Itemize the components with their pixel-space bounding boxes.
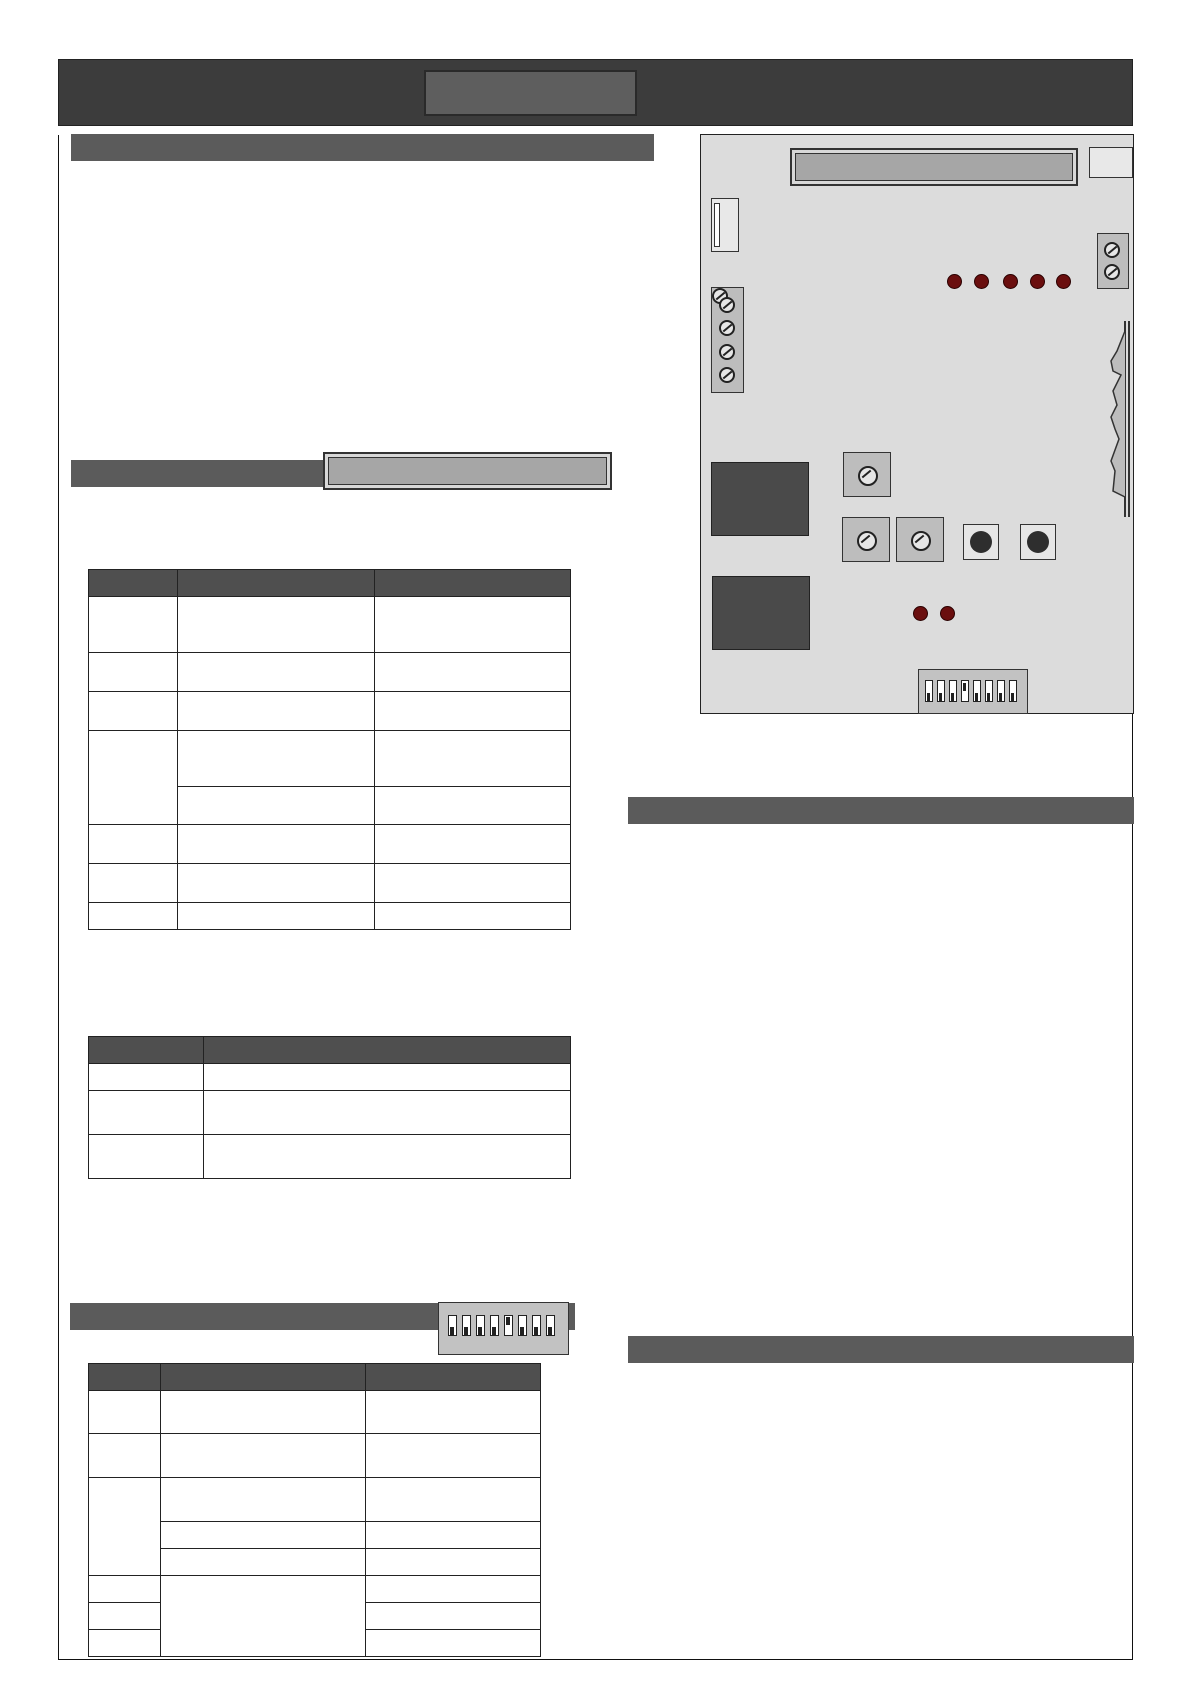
table-cell xyxy=(204,1091,571,1135)
section-header-display xyxy=(71,460,327,487)
table-2 xyxy=(88,1036,571,1179)
dip-switch-6 xyxy=(518,1315,527,1336)
table-cell xyxy=(178,692,375,731)
table-cell xyxy=(178,653,375,692)
table-1-header-row xyxy=(89,570,571,597)
board-edge-connector xyxy=(1105,321,1131,521)
table-1 xyxy=(88,569,571,930)
table-cell xyxy=(89,692,178,731)
table-cell xyxy=(375,903,571,930)
board-dip-switch xyxy=(918,669,1028,714)
table-3-header-cell xyxy=(366,1364,541,1391)
led-indicator-4 xyxy=(1030,274,1045,289)
table-1-header-cell xyxy=(89,570,178,597)
dip-switch-1 xyxy=(448,1315,457,1336)
table-cell xyxy=(89,864,178,903)
table-cell xyxy=(89,1603,161,1630)
table-cell xyxy=(161,1576,366,1657)
table-row xyxy=(89,864,571,903)
table-cell xyxy=(89,1135,204,1179)
table-cell xyxy=(89,1091,204,1135)
table-row xyxy=(89,1576,541,1603)
table-row xyxy=(89,1434,541,1478)
trimmer-1 xyxy=(843,452,891,497)
table-cell xyxy=(366,1603,541,1630)
table-cell xyxy=(375,597,571,653)
table-cell xyxy=(366,1549,541,1576)
screw-icon xyxy=(719,297,735,313)
screw-icon xyxy=(719,344,735,360)
screw-icon xyxy=(719,367,735,383)
table-row xyxy=(89,653,571,692)
table-cell xyxy=(366,1576,541,1603)
table-1-header-cell xyxy=(178,570,375,597)
board-dip-8 xyxy=(1009,680,1017,702)
table-cell xyxy=(89,653,178,692)
table-cell xyxy=(375,653,571,692)
board-dip-1 xyxy=(925,680,933,702)
led-indicator-3 xyxy=(1003,274,1018,289)
trimmer-2 xyxy=(842,517,890,562)
board-component-block-1 xyxy=(711,462,809,536)
table-2-header-cell xyxy=(204,1037,571,1064)
table-3-header-row xyxy=(89,1364,541,1391)
table-cell xyxy=(89,903,178,930)
table-cell xyxy=(178,787,375,825)
board-connector-top-right xyxy=(1089,147,1133,178)
table-cell xyxy=(375,864,571,903)
table-cell xyxy=(89,597,178,653)
table-cell xyxy=(161,1522,366,1549)
table-3-header-cell xyxy=(89,1364,161,1391)
dip-switch-8 xyxy=(546,1315,555,1336)
trimmer-3 xyxy=(896,517,944,562)
table-cell xyxy=(178,597,375,653)
dip-switch-2 xyxy=(462,1315,471,1336)
table-cell xyxy=(161,1391,366,1434)
table-row xyxy=(89,692,571,731)
table-cell xyxy=(366,1630,541,1657)
board-dip-5 xyxy=(973,680,981,702)
table-row xyxy=(89,1478,541,1522)
board-connector-left xyxy=(711,198,739,252)
table-row xyxy=(89,731,571,787)
table-cell xyxy=(89,1391,161,1434)
dip-switch-3 xyxy=(476,1315,485,1336)
table-cell xyxy=(161,1478,366,1522)
table-2-header-row xyxy=(89,1037,571,1064)
table-cell xyxy=(89,825,178,864)
led-indicator-1 xyxy=(947,274,962,289)
table-cell xyxy=(178,903,375,930)
screw-icon xyxy=(1104,242,1120,258)
table-cell xyxy=(366,1478,541,1522)
section-header-right-1 xyxy=(628,797,1134,824)
led-indicator-6 xyxy=(913,606,928,621)
table-cell xyxy=(89,1576,161,1603)
trimmer-screw-icon xyxy=(858,466,878,486)
board-dip-2 xyxy=(937,680,945,702)
table-cell xyxy=(89,1064,204,1091)
dip-switch-graphic xyxy=(438,1302,569,1355)
board-dip-6 xyxy=(985,680,993,702)
led-indicator-2 xyxy=(974,274,989,289)
table-row xyxy=(89,1091,571,1135)
push-button-2 xyxy=(1020,524,1056,560)
table-2-header-cell xyxy=(89,1037,204,1064)
table-cell xyxy=(89,1630,161,1657)
push-button-1 xyxy=(963,524,999,560)
table-cell xyxy=(178,825,375,864)
table-row xyxy=(89,1391,541,1434)
section-header-right-2 xyxy=(628,1336,1134,1363)
screw-icon xyxy=(1104,264,1120,280)
dip-switch-7 xyxy=(532,1315,541,1336)
board-component-block-2 xyxy=(712,576,810,650)
table-cell xyxy=(178,864,375,903)
lcd-display-graphic xyxy=(323,452,612,490)
table-cell xyxy=(89,1478,161,1576)
table-3 xyxy=(88,1363,541,1657)
table-cell xyxy=(204,1064,571,1091)
table-cell xyxy=(366,1522,541,1549)
table-cell xyxy=(375,825,571,864)
control-board-diagram xyxy=(700,134,1134,714)
table-cell xyxy=(375,692,571,731)
table-cell xyxy=(178,731,375,787)
table-cell xyxy=(89,1434,161,1478)
table-cell xyxy=(161,1549,366,1576)
trimmer-screw-icon xyxy=(911,531,931,551)
board-lcd-display xyxy=(790,148,1078,186)
table-cell xyxy=(204,1135,571,1179)
led-indicator-7 xyxy=(940,606,955,621)
led-indicator-5 xyxy=(1056,274,1071,289)
page-title-box xyxy=(424,70,637,116)
section-header-intro xyxy=(71,134,654,161)
board-dip-7 xyxy=(997,680,1005,702)
board-dip-4 xyxy=(961,680,969,702)
table-row xyxy=(89,825,571,864)
table-cell xyxy=(375,787,571,825)
dip-switch-5 xyxy=(504,1315,513,1336)
table-row xyxy=(89,597,571,653)
dip-switch-4 xyxy=(490,1315,499,1336)
table-cell xyxy=(161,1434,366,1478)
screw-icon xyxy=(719,320,735,336)
table-cell xyxy=(366,1434,541,1478)
terminal-block-2 xyxy=(1097,233,1129,289)
table-row xyxy=(89,1135,571,1179)
table-row xyxy=(89,1064,571,1091)
board-dip-3 xyxy=(949,680,957,702)
trimmer-screw-icon xyxy=(857,531,877,551)
table-cell xyxy=(375,731,571,787)
table-cell xyxy=(89,731,178,825)
table-row xyxy=(89,903,571,930)
terminal-block-4 xyxy=(711,287,744,393)
table-3-header-cell xyxy=(161,1364,366,1391)
table-cell xyxy=(366,1391,541,1434)
table-1-header-cell xyxy=(375,570,571,597)
